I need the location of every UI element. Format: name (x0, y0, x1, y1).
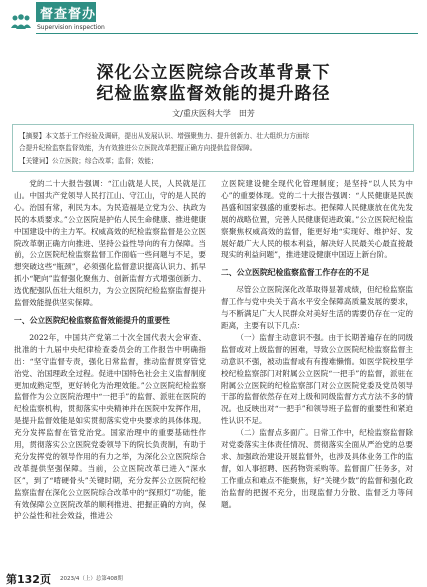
article-author: 文/重庆医科大学 田芳 (172, 109, 255, 118)
page-number: 第132页 (6, 573, 51, 586)
paragraph: 立医院建设健全现代化管理制度；是坚持“以人民为中心”的重要体现。党的二十大报告强调：“人民健康是民族昌盛和国家强盛的重要标志。把保障人民健康放在优先发展的战略位置，完善人民健康促进政策。”公立医院纪检监察聚焦权威高效的监督，能更好地“实现好、维护好、发展好最广大人民的根本利益，解决好人民最关心最直接最现实的利益问题”，推进建设健康中国迈上新台阶。 (221, 179, 413, 260)
issue-info: 2023/4（上）总第408期 (60, 576, 123, 582)
page-footer (0, 569, 427, 585)
people-group-icon (10, 14, 32, 32)
section-heading-2: 二、公立医院纪检监察监督工作存在的不足 (221, 268, 370, 278)
article-title-line2: 纪检监察监督效能的提升路径 (96, 84, 331, 104)
paragraph: 党的二十大报告强调：“江山就是人民，人民就是江山。中国共产党领导人民打江山、守江山，守的是人民的心。治国有常，利民为本。为民造福是立党为公、执政为民的本质要求。”公立医院是护佑人民生命健康、推进健康中国建设中的主力军。权威高效的纪检监察监督是公立医院改革朝正确方向推进、坚持公益性导向的有力保障。当前，公立医院纪检监察监督工作面临一些问题与不足，要想突破这些“瓶颈”，必须强化监督意识提高认识力、抓早抓小“靶向”监督强化聚焦力、创新监督方式增强创新力、选优配强队伍壮大组织力，为公立医院纪检监察监督提升监督效能提供坚实保障。 (14, 179, 206, 308)
paragraph: 2022年，中国共产党第二十次全国代表大会审查、批准的十九届中央纪律检查委员会的工作报告中明确指出：“坚守监督专责，强化日常监督，推动监督贯穿管党治党、治国理政全过程。促进中国特色社会主义监督制度更加成熟定型，更好转化为治理效能。”公立医院纪检监察监督作为公立医院治理中“一把手”的监督、派驻在医院的纪检监察机构，贯彻落实中央精神并在医院中发挥作用，是提升监督效能是如实贯彻落实党中央要求的具体体现。充分发挥监督在管党治党。国家治理中的重要基础性作用，贯彻落实公立医院党委领导下的院长负责制，有助于充分发挥党的领导作用的有力之举，为深化公立医院综合改革提供坚强保障。当前，公立医院改革已进入“深水区”，到了“啃硬骨头”关键时期，充分发挥公立医院纪检监察监督在深化公立医院综合改革中的“探照灯”功能，能有效保障公立医院改革的顺利推进、把握正确的方向，保护公益性和社会效益，推进公 (14, 332, 206, 521)
left-column (14, 178, 206, 522)
paragraph: （一）监督主动意识不强。由于长期普遍存在的同级监督或对上级监督的困难，导致公立医院纪检监察监督主动意识不强，被动监督或有有搜难懒惰。如医学院校里学校纪检监察部门对附属公立医院“一把手”的监督，派驻在附属公立医院的纪检监察部门对公立医院党委及党员领导干部的监督依然存在对上级和同级监督方式方法不多的情况。也反映出对“一把手”和领导班子监督的重要性和紧迫性认识不足。 (221, 332, 413, 426)
paragraph: 尽管公立医院深化改革取得显著成绩，但纪检监察监督工作与党中央关于高水平安全保障高质量发展的要求，与不断满足广大人民群众对美好生活的需要仍存在一定的距离，主要有以下几点： (221, 285, 413, 330)
abstract-line1: 【摘要】本文基于工作经验及调研，提出从发展认识、增强聚焦力、提升创新力、壮大组织力方面综 (19, 132, 310, 140)
section-heading-1: 一、公立医院纪检监察监督效能提升的重要性 (14, 315, 170, 325)
header-rule (36, 33, 418, 34)
abstract-line2: 合提升纪检监察监督效能，为有效推进公立医院改革把握正确方向提供监督保障。 (19, 144, 257, 152)
keywords-line: 【关键词】公立医院；综合改革；监督；效能； (19, 157, 158, 165)
article-title-line1: 深化公立医院综合改革背景下 (96, 63, 331, 83)
right-column (221, 178, 413, 510)
section-header (0, 0, 427, 44)
paragraph: （二）监督点多面广。日常工作中，纪检监察监督除对党委落实主体责任情况、贯彻落实全面从严治党的总要求、加强政治建设开展监督外，也涉及具体业务工作的监督，如人事招聘、医药物资采购等。监督面广任务多，对工作重点和难点不能聚焦，好“关键少数”的监督和强化政治监督的把握不充分，出现监督力分散、监督乏力等问题。 (221, 428, 413, 509)
section-subtitle: Supervision inspection (37, 24, 105, 31)
section-title: 督查督办 (40, 7, 97, 22)
abstract-box (12, 124, 414, 172)
